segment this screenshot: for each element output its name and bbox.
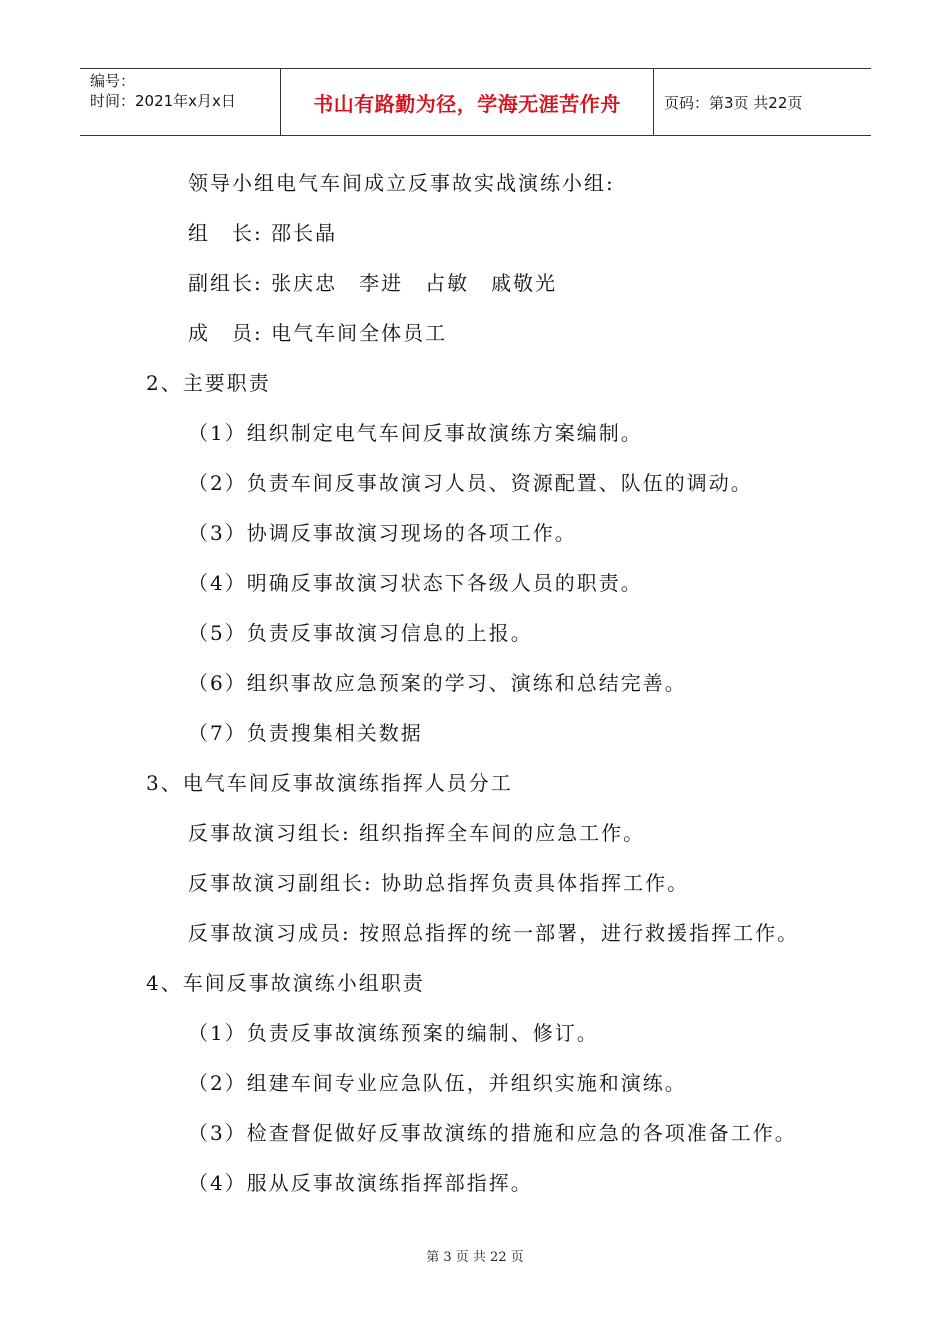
team-duty-item-1: （1）负责反事故演练预案的编制、修订。	[188, 1021, 599, 1045]
page-footer: 第 3 页 共 22 页	[426, 1250, 524, 1265]
header-motto: 书山有路勤为径，学海无涯苦作舟	[280, 69, 654, 135]
section-heading-3: 3、电气车间反事故演练指挥人员分工	[146, 771, 513, 795]
duty-item-6: （6）组织事故应急预案的学习、演练和总结完善。	[188, 671, 687, 695]
header-meta	[80, 69, 280, 135]
members-line: 成 员: 电气车间全体员工	[188, 321, 448, 345]
duty-item-5: （5）负责反事故演习信息的上报。	[188, 621, 533, 645]
duty-item-2: （2）负责车间反事故演习人员、资源配置、队伍的调动。	[188, 471, 753, 495]
header-page-info: 页码：第3页 共22页	[664, 93, 803, 112]
role-leader-line: 反事故演习组长: 组织指挥全车间的应急工作。	[188, 821, 646, 845]
duty-item-1: （1）组织制定电气车间反事故演练方案编制。	[188, 421, 643, 445]
duty-item-3: （3）协调反事故演习现场的各项工作。	[188, 521, 577, 545]
time-label: 时间：2021年x月x日	[90, 92, 236, 110]
serial-label: 编号：	[90, 72, 136, 90]
group-leader-line: 组 长: 邵长晶	[188, 221, 338, 245]
section-heading-4: 4、车间反事故演练小组职责	[146, 971, 425, 995]
role-member-line: 反事故演习成员: 按照总指挥的统一部署，进行救援指挥工作。	[188, 921, 800, 945]
page-header	[80, 68, 871, 136]
deputy-leader-line: 副组长: 张庆忠 李进 占敏 戚敬光	[188, 271, 558, 295]
duty-item-4: （4）明确反事故演习状态下各级人员的职责。	[188, 571, 643, 595]
team-duty-item-4: （4）服从反事故演练指挥部指挥。	[188, 1171, 533, 1195]
role-deputy-line: 反事故演习副组长: 协助总指挥负责具体指挥工作。	[188, 871, 690, 895]
group-intro-line: 领导小组电气车间成立反事故实战演练小组:	[188, 171, 615, 195]
team-duty-item-3: （3）检查督促做好反事故演练的措施和应急的各项准备工作。	[188, 1121, 797, 1145]
section-heading-2: 2、主要职责	[146, 371, 271, 395]
duty-item-7: （7）负责搜集相关数据	[188, 721, 423, 745]
team-duty-item-2: （2）组建车间专业应急队伍，并组织实施和演练。	[188, 1071, 687, 1095]
